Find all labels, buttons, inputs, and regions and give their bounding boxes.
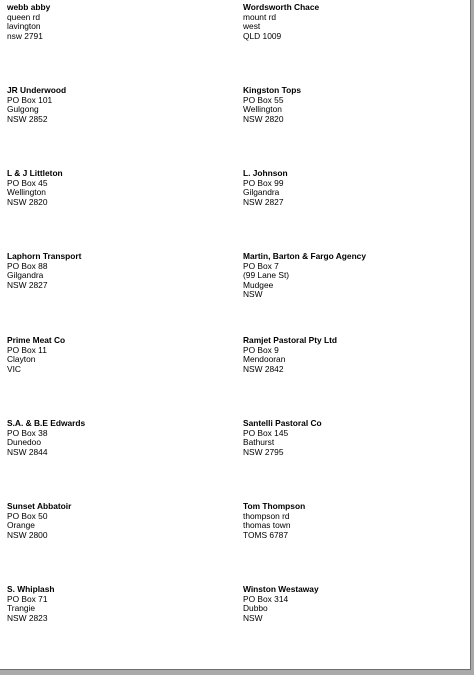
label-name: Martin, Barton & Fargo Agency: [243, 251, 366, 261]
label-name: Laphorn Transport: [7, 251, 82, 261]
label-address-line: nsw 2791: [7, 30, 43, 41]
label-name: Sunset Abbatoir: [7, 501, 72, 511]
label-name: S. Whiplash: [7, 584, 55, 594]
address-label: [7, 86, 227, 124]
label-address-line: Dunedoo: [7, 437, 41, 448]
label-address-line: NSW: [243, 612, 263, 623]
label-address-line: thompson rd: [243, 510, 290, 521]
label-address-line: PO Box 71: [7, 593, 48, 604]
label-address-line: PO Box 9: [243, 344, 279, 355]
address-label: [243, 252, 463, 300]
label-address-line: VIC: [7, 363, 21, 374]
label-address-line: PO Box 11: [7, 344, 47, 355]
label-address-line: NSW 2842: [243, 363, 284, 374]
address-label: [7, 3, 227, 41]
label-address-line: PO Box 145: [243, 427, 289, 438]
label-address-line: Gilgandra: [7, 270, 44, 281]
label-address-line: PO Box 101: [7, 94, 53, 105]
label-name: Kingston Tops: [243, 85, 301, 95]
label-name: JR Underwood: [7, 85, 67, 95]
address-label: [7, 252, 227, 290]
label-address-line: NSW 2844: [7, 446, 48, 457]
label-address-line: Clayton: [7, 354, 36, 365]
label-address-line: PO Box 99: [243, 177, 284, 188]
label-address-line: thomas town: [243, 520, 291, 531]
label-name: Winston Westaway: [243, 584, 319, 594]
label-name: S.A. & B.E Edwards: [7, 418, 86, 428]
label-address-line: PO Box 88: [7, 260, 48, 271]
label-address-line: Gulgong: [7, 104, 39, 115]
label-name: Prime Meat Co: [7, 335, 66, 345]
label-address-line: TOMS 6787: [243, 529, 288, 540]
address-label: [7, 502, 227, 540]
label-address-line: Gilgandra: [243, 187, 280, 198]
label-address-line: Mudgee: [243, 279, 274, 290]
address-label: [243, 419, 463, 457]
address-label: [243, 336, 463, 374]
label-address-line: NSW 2823: [7, 612, 48, 623]
label-address-line: lavington: [7, 21, 41, 32]
label-name: webb abby: [7, 2, 51, 12]
label-address-line: Orange: [7, 520, 35, 531]
label-address-line: west: [243, 21, 261, 32]
address-label: [7, 336, 227, 374]
address-label: [243, 3, 463, 41]
address-label: [7, 169, 227, 207]
label-address-line: PO Box 50: [7, 510, 48, 521]
label-address-line: Mendooran: [243, 354, 286, 365]
label-name: L & J Littleton: [7, 168, 63, 178]
label-address-line: NSW 2800: [7, 529, 48, 540]
label-address-line: NSW 2827: [7, 279, 48, 290]
address-label: [243, 86, 463, 124]
label-address-line: NSW 2820: [243, 113, 284, 124]
label-name: Ramjet Pastoral Pty Ltd: [243, 335, 338, 345]
label-address-line: NSW 2852: [7, 113, 48, 124]
label-address-line: mount rd: [243, 11, 277, 22]
label-address-line: NSW 2820: [7, 196, 48, 207]
label-address-line: QLD 1009: [243, 30, 282, 41]
label-address-line: Dubbo: [243, 603, 268, 614]
label-address-line: Trangie: [7, 603, 36, 614]
label-address-line: PO Box 7: [243, 260, 279, 271]
label-address-line: NSW 2795: [243, 446, 284, 457]
label-address-line: PO Box 38: [7, 427, 48, 438]
label-address-line: PO Box 55: [243, 94, 284, 105]
label-name: L. Johnson: [243, 168, 288, 178]
address-label: [243, 169, 463, 207]
label-address-line: queen rd: [7, 11, 41, 22]
label-address-line: Bathurst: [243, 437, 275, 448]
label-name: Wordsworth Chace: [243, 2, 320, 12]
address-label: [7, 585, 227, 623]
label-address-line: PO Box 314: [243, 593, 289, 604]
label-name: Santelli Pastoral Co: [243, 418, 322, 428]
label-address-line: PO Box 45: [7, 177, 48, 188]
address-label: [243, 502, 463, 540]
label-address-line: Wellington: [7, 187, 46, 198]
label-address-line: (99 Lane St): [243, 270, 290, 281]
label-address-line: NSW: [243, 289, 263, 300]
address-label: [7, 419, 227, 457]
label-address-line: Wellington: [243, 104, 282, 115]
label-name: Tom Thompson: [243, 501, 306, 511]
label-address-line: NSW 2827: [243, 196, 284, 207]
address-label: [243, 585, 463, 623]
